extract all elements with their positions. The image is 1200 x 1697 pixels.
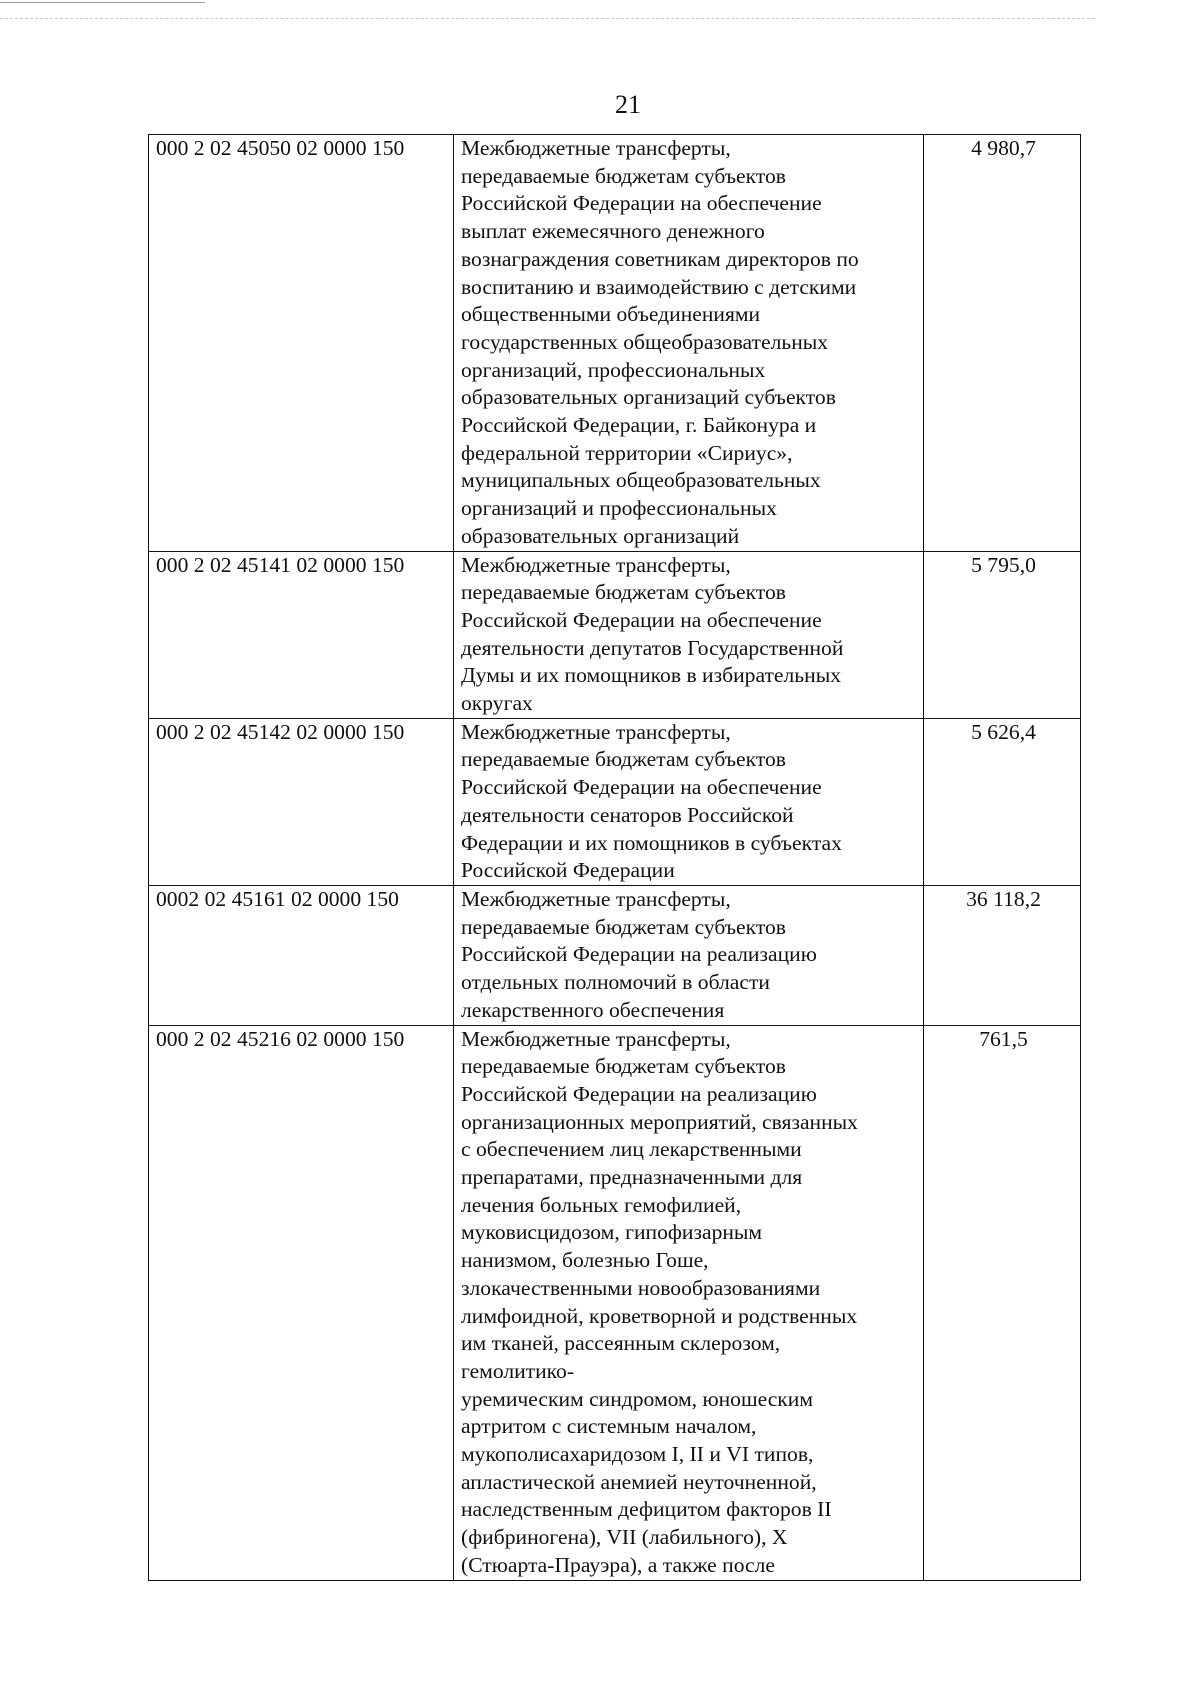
- budget-code-cell: 000 2 02 45141 02 0000 150: [149, 551, 454, 718]
- table-row: [149, 551, 1081, 718]
- table-row: [149, 718, 1081, 885]
- income-name-cell: Межбюджетные трансферты, передаваемые бюджетам субъектов Российской Федерации на обеспечение деятельности депутатов Государственной Думы и их помощников в избирательных округах: [454, 551, 924, 718]
- table-row: [149, 885, 1081, 1025]
- budget-table: [148, 134, 1081, 1581]
- budget-code-cell: 0002 02 45161 02 0000 150: [149, 885, 454, 1025]
- table-row: [149, 1025, 1081, 1580]
- scan-edge-line: [0, 2, 205, 3]
- amount-cell: 5 626,4: [924, 718, 1081, 885]
- table-row: [149, 135, 1081, 552]
- page-number: 21: [615, 90, 641, 119]
- budget-code-cell: 000 2 02 45050 02 0000 150: [149, 135, 454, 552]
- income-name-cell: Межбюджетные трансферты, передаваемые бюджетам субъектов Российской Федерации на обеспечение выплат ежемесячного денежного вознаграждения советникам директоров по воспитанию и взаимодействию с детскими общественными объединениями государственных общеобразовательных организаций, профессиональных образовательных организаций субъектов Российской Федерации, г. Байконура и федеральной территории «Сириус», муниципальных общеобразовательных организаций и профессиональных образовательных организаций: [454, 135, 924, 552]
- amount-cell: 5 795,0: [924, 551, 1081, 718]
- amount-cell: 4 980,7: [924, 135, 1081, 552]
- amount-cell: 36 118,2: [924, 885, 1081, 1025]
- income-name-cell: Межбюджетные трансферты, передаваемые бюджетам субъектов Российской Федерации на реализацию отдельных полномочий в области лекарственного обеспечения: [454, 885, 924, 1025]
- scan-artifact-line: [0, 18, 1095, 19]
- income-name-cell: Межбюджетные трансферты, передаваемые бюджетам субъектов Российской Федерации на обеспечение деятельности сенаторов Российской Федерации и их помощников в субъектах Российской Федерации: [454, 718, 924, 885]
- budget-code-cell: 000 2 02 45216 02 0000 150: [149, 1025, 454, 1580]
- budget-code-cell: 000 2 02 45142 02 0000 150: [149, 718, 454, 885]
- amount-cell: 761,5: [924, 1025, 1081, 1580]
- income-name-cell: Межбюджетные трансферты, передаваемые бюджетам субъектов Российской Федерации на реализацию организационных мероприятий, связанных с обеспечением лиц лекарственными препаратами, предназначенными для лечения больных гемофилией, муковисцидозом, гипофизарным нанизмом, болезнью Гоше, злокачественными новообразованиями лимфоидной, кроветворной и родственных им тканей, рассеянным склерозом, гемолитико- уремическим синдромом, юношеским артритом с системным началом, мукополисахаридозом I, II и VI типов, апластической анемией неуточненной, наследственным дефицитом факторов II (фибриногена), VII (лабильного), X (Стюарта-Прауэра), а также после: [454, 1025, 924, 1580]
